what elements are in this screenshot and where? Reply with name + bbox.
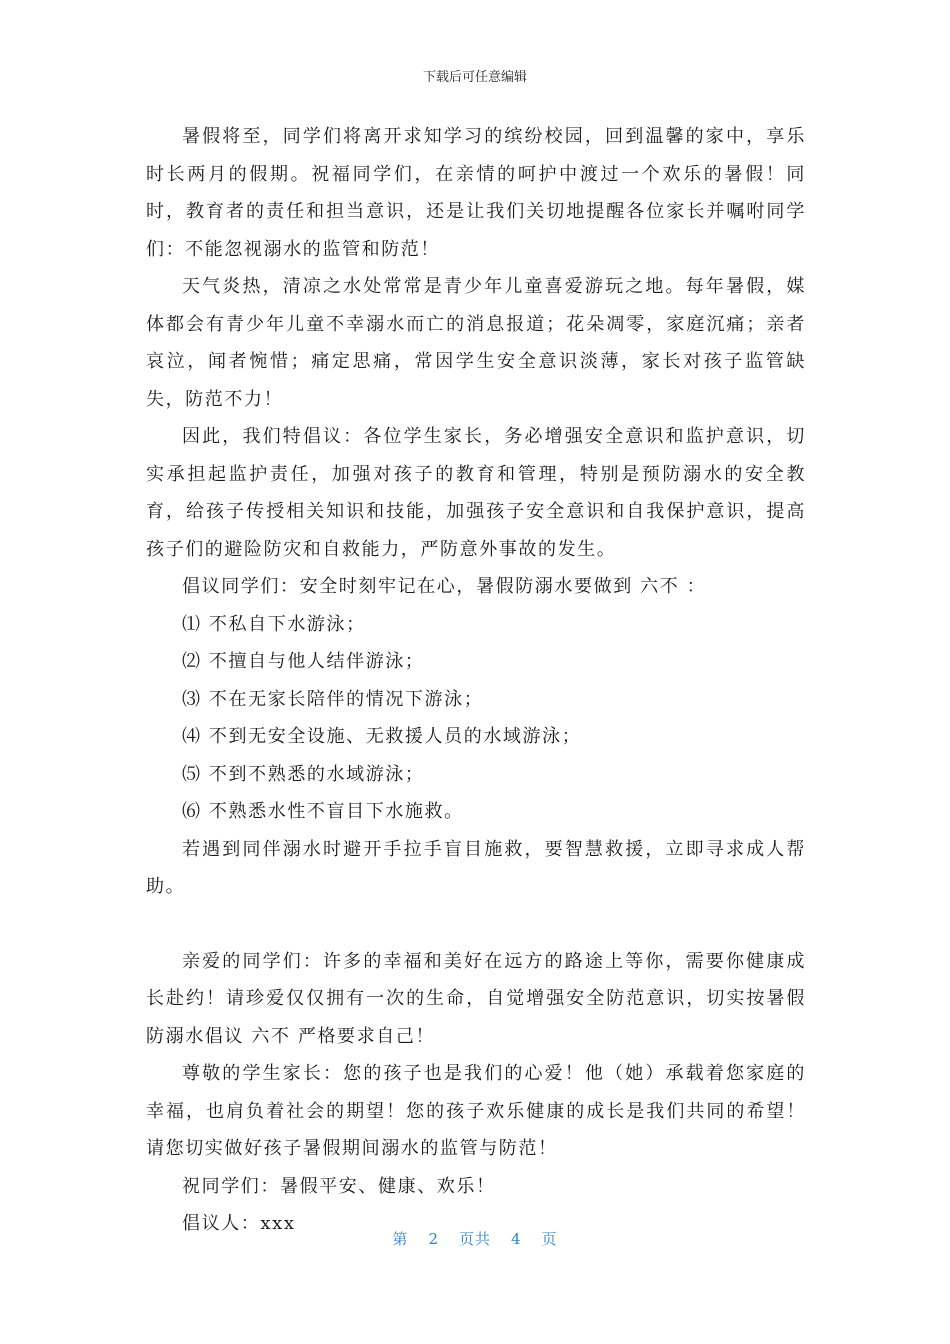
paragraph-wishes: 祝同学们：暑假平安、健康、欢乐！ — [182, 1175, 496, 1197]
document-body — [146, 118, 806, 1243]
paragraph-rescue-advice: 若遇到同伴溺水时避开手拉手盲目施救，要智慧救援，立即寻求成人帮助。 — [146, 838, 806, 897]
footer-suffix: 页 — [541, 1230, 558, 1248]
footer-total-pages: 4 — [511, 1230, 522, 1248]
rule-item-6: ⑹ 不熟悉水性不盲目下水施救。 — [182, 801, 464, 822]
rule-item-5: ⑸ 不到不熟悉的水域游泳； — [182, 763, 425, 785]
paragraph-to-students: 亲爱的同学们：许多的幸福和美好在远方的路途上等你，需要你健康成长赴约！请珍爱仅仅拥有一次的生命，自觉增强安全防范意识，切实按暑假防溺水倡议 六不 严格要求自己！ — [146, 950, 806, 1047]
paragraph-to-parents: 尊敬的学生家长：您的孩子也是我们的心爱！他（她）承载着您家庭的幸福，也肩负着社会的期望！您的孩子欢乐健康的成长是我们共同的希望！请您切实做好孩子暑假期间溺水的监管与防范！ — [146, 1063, 806, 1159]
footer-prefix: 第 — [392, 1230, 409, 1248]
page-number-footer — [0, 1228, 950, 1249]
paragraph-intro: 暑假将至，同学们将离开求知学习的缤纷校园，回到温馨的家中，享乐时长两月的假期。祝福同学们，在亲情的呵护中渡过一个欢乐的暑假！同时，教育者的责任和担当意识，还是让我们关切地提醒各位家长并嘱咐同学们：不能忽视溺水的监管和防范！ — [146, 126, 806, 260]
paragraph-six-rules-heading: 倡议同学们：安全时刻牢记在心，暑假防溺水要做到 六不 ： — [182, 576, 707, 597]
rule-item-4: ⑷ 不到无安全设施、无救援人员的水域游泳； — [182, 726, 582, 747]
footer-middle: 页共 — [458, 1230, 491, 1248]
footer-current-page: 2 — [428, 1230, 439, 1248]
rule-item-1: ⑴ 不私自下水游泳； — [182, 613, 366, 635]
rule-item-2: ⑵ 不擅自与他人结伴游泳； — [182, 651, 425, 672]
paragraph-proposal: 因此，我们特倡议：各位学生家长，务必增强安全意识和监护意识，切实承担起监护责任，加强对孩子的教育和管理，特别是预防溺水的安全教育，给孩子传授相关知识和技能，加强孩子安全意识和自我保护意识，提高孩子们的避险防灾和自救能力，严防意外事故的发生。 — [146, 426, 806, 560]
page-header: 下载后可任意编辑 — [422, 70, 527, 85]
paragraph-weather: 天气炎热，清凉之水处常常是青少年儿童喜爱游玩之地。每年暑假，媒体都会有青少年儿童不幸溺水而亡的消息报道；花朵凋零，家庭沉痛；亲者哀泣，闻者惋惜；痛定思痛，常因学生安全意识淡薄，家长对孩子监管缺失，防范不力！ — [146, 276, 806, 410]
rule-item-3: ⑶ 不在无家长陪伴的情况下游泳； — [182, 688, 484, 710]
paragraph-signature: 倡议人：xxx — [182, 1213, 296, 1234]
